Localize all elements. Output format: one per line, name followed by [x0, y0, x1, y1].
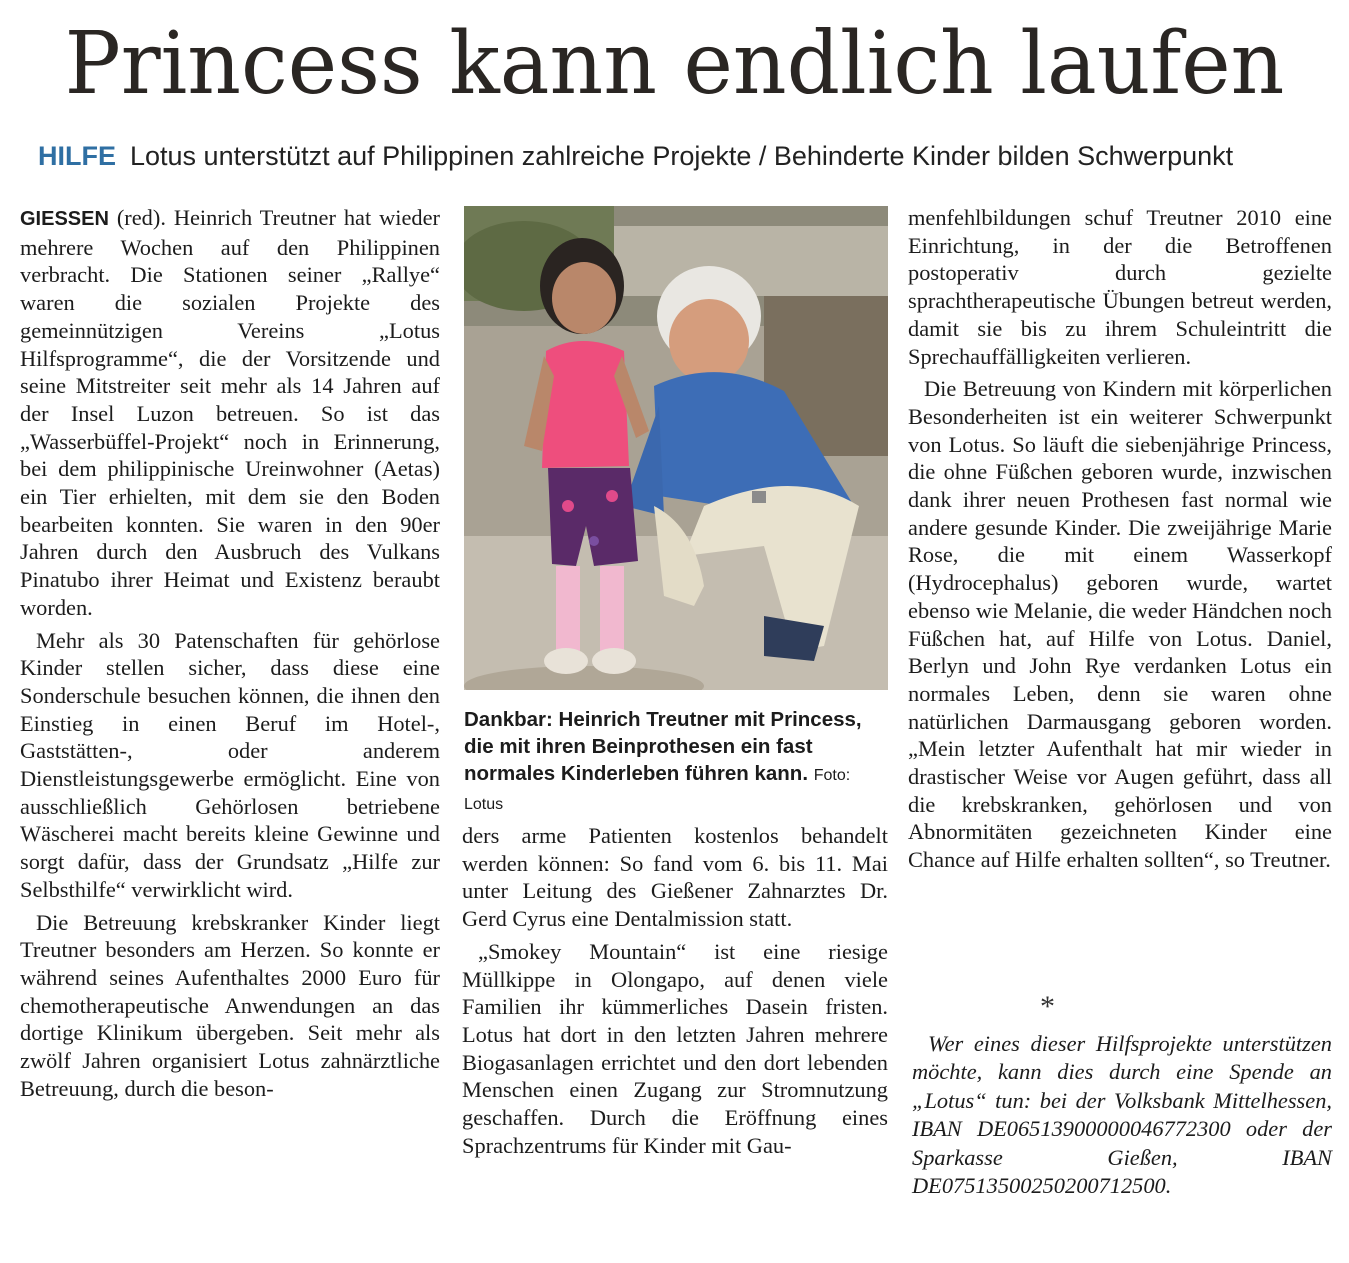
donation-appeal	[912, 1030, 1332, 1200]
paragraph: ders arme Patienten kostenlos behandelt werden können: So fand vom 6. bis 11. Mai unter Leitung des Gießener Zahnarztes Dr. Gerd Cyrus eine Dentalmission statt.	[462, 823, 888, 932]
section-separator: *	[1040, 990, 1055, 1023]
paragraph: GIESSEN (red). Heinrich Treutner hat wieder mehrere Wochen auf den Philippinen verbracht. Die Stationen seiner „Rallye“ waren die sozialen Projekte des gemeinnützigen Vereins „Lotus Hilfsprogramme“, die der Vorsitzende und seine Mitstreiter seit mehr als 14 Jahren auf der Insel Luzon betreuen. So ist das „Wasserbüffel-Projekt“ noch in Erinnerung, bei dem philippinische Ureinwohner (Aetas) ein Tier erhielten, mit dem sie den Boden bearbeiten konnten. Sie waren in den 90er Jahren durch den Ausbruch des Vulkans Pinatubo ihrer Heimat und Existenz beraubt worden.	[20, 205, 440, 620]
article-column-2	[462, 822, 888, 1159]
article-column-1	[20, 204, 440, 1103]
photo-illustration	[464, 206, 888, 690]
paragraph: „Smokey Mountain“ ist eine riesige Müllkippe in Olongapo, auf denen viele Familien ihr kümmerliches Dasein fristen. Lotus hat dort in den letzten Jahren mehrere Biogasanlagen errichtet und den dort lebenden Menschen einen Zugang zur Stromnutzung geschaffen. Durch die Eröffnung eines Sprachzentrums für Kinder mit Gau-	[462, 938, 888, 1158]
paragraph: menfehlbildungen schuf Treutner 2010 eine Einrichtung, in der die Betroffenen postoperativ durch gezielte sprachtherapeutische Übungen betreut werden, damit sie bis zu ihrem Schuleintritt die Sprechauffälligkeiten verlieren.	[908, 205, 1332, 369]
appeal-text: Wer eines dieser Hilfsprojekte unterstützen möchte, kann dies durch eine Spende an „Lotus“ tun: bei der Volksbank Mittelhessen, IBAN DE06513900000046772300 oder der Sparkasse Gießen, IBAN DE07513500250200712500.	[912, 1031, 1332, 1199]
paragraph: Die Betreuung von Kindern mit körperlichen Besonderheiten ist ein weiterer Schwerpunkt von Lotus. So läuft die siebenjährige Princess, die ohne Füßchen geboren wurde, inzwischen dank ihrer neuen Prothesen fast normal wie andere gesunde Kinder. Die zweijährige Marie Rose, die mit einem Wasserkopf (Hydrocephalus) geboren wurde, wartet ebenso wie Melanie, die weder Händchen noch Füßchen hat, auf Hilfe von Lotus. Daniel, Berlyn und John Rye verdanken Lotus ein normales Leben, denn sie waren ohne natürlichen Darmausgang geboren worden. „Mein letzter Aufenthalt hat mir wieder in drastischer Weise vor Augen geführt, dass all die krebskranken, gehörlosen und von Abnormitäten gezeichneten Kinder eine Chance auf Hilfe erhalten sollten“, so Treutner.	[908, 376, 1332, 873]
dateline: GIESSEN	[20, 208, 109, 230]
subheadline: Lotus unterstützt auf Philippinen zahlreiche Projekte / Behinderte Kinder bilden Schwerpunkt	[130, 141, 1234, 171]
kicker: HILFE	[38, 141, 116, 171]
paragraph: Die Betreuung krebskranker Kinder liegt Treutner besonders am Herzen. So konnte er während seines Aufenthaltes 2000 Euro für chemotherapeutische Anwendungen an das dortige Klinikum übergeben. Seit mehr als zwölf Jahren organisiert Lotus zahnärztliche Betreuung, durch die beson-	[20, 909, 440, 1101]
article-column-3	[908, 204, 1332, 874]
caption-text: Dankbar: Heinrich Treutner mit Princess, die mit ihren Beinprothesen ein fast normales Kinderleben führen kann.	[464, 708, 862, 785]
headline: Princess kann endlich laufen	[64, 14, 1285, 114]
subheadline-row	[38, 136, 1338, 176]
article-photo	[464, 206, 888, 690]
photo-credit: Foto: Lotus	[464, 767, 851, 813]
paragraph: Mehr als 30 Patenschaften für gehörlose Kinder stellen sicher, dass diese eine Sonderschule besuchen können, die ihnen den Einstieg in einen Beruf im Hotel-, Gaststätten-, oder anderem Dienstleistungsgewerbe ermöglicht. Eine von ausschließlich Gehörlosen betriebene Wäscherei macht bereits kleine Gewinne und sorgt dafür, dass der Grundsatz „Hilfe zur Selbsthilfe“ verwirklicht wird.	[20, 627, 440, 902]
photo-caption	[464, 706, 892, 818]
